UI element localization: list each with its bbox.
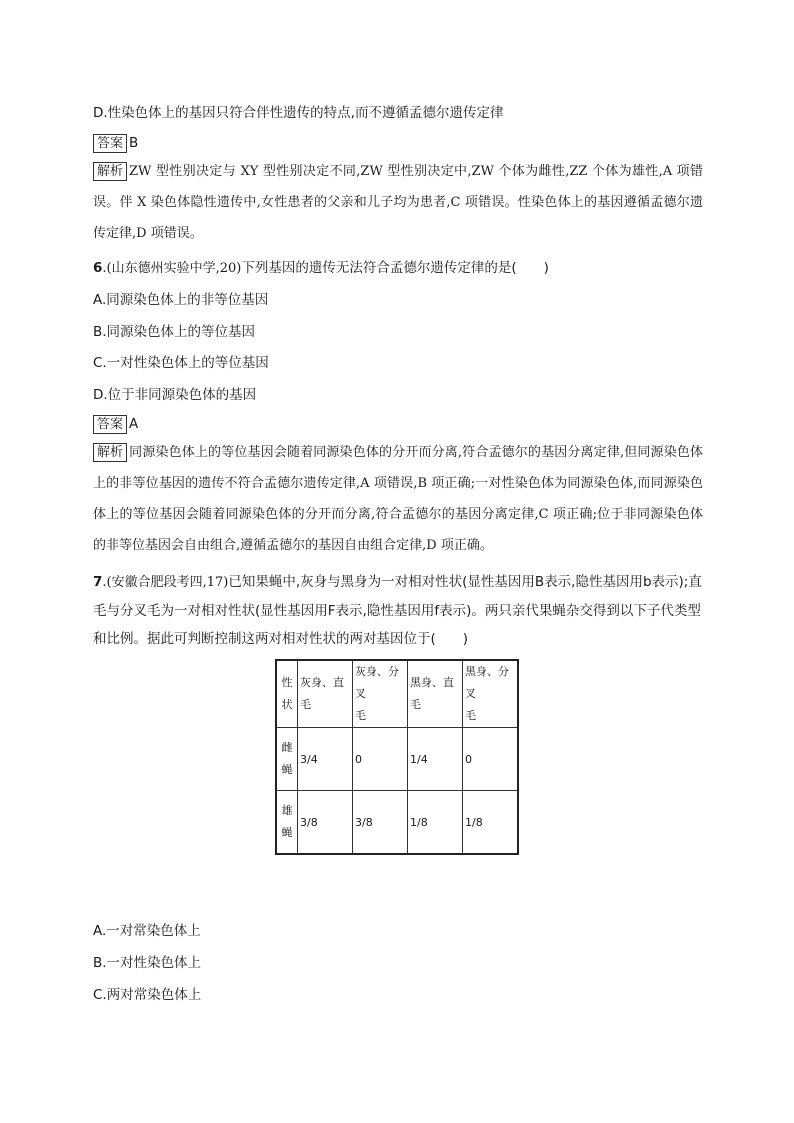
- q6-option-b: B.同源染色体上的等位基因: [93, 324, 256, 340]
- analysis-text: 同源染色体上的等位基因会随着同源染色体的分开而分离,符合孟德尔的基因分离定律,但同源染色体上的非等位基因的遗传不符合孟德尔遗传定律,A 项错误,B 项正确;一对性染色体为同源染色体,而同源染色体上的等位基因会随着同源染色体的分开而分离,符合孟德尔的基因分离定律,C 项正确;位于非同源染色体的非等位基因会自由组合,遵循孟德尔的基因自由组合定律,D 项正确。: [93, 445, 703, 553]
- header-cell: 性 状: [276, 660, 298, 728]
- header-cell: 灰身、直 毛: [298, 660, 353, 728]
- q7-option-c: C.两对常染色体上: [93, 987, 202, 1003]
- table-cell: 1/4: [408, 728, 463, 791]
- question-number: 6: [93, 260, 103, 276]
- answer-tag: 答案: [93, 134, 127, 153]
- row-label: 雌 蝇: [276, 728, 298, 791]
- question-source: .(安徽合肥段考四,17): [102, 575, 229, 590]
- table-cell: 0: [463, 728, 519, 791]
- table-cell: 1/8: [463, 791, 519, 855]
- q5-option-d: D.性染色体上的基因只符合伴性遗传的特点,而不遵循孟德尔遗传定律: [93, 105, 504, 121]
- analysis-text: ZW 型性别决定与 XY 型性别决定不同,ZW 型性别决定中,ZW 个体为雌性,ZZ 个体为雄性,A 项错误。伴 X 染色体隐性遗传中,女性患者的父亲和儿子均为患者,C 项错误。性染色体上的基因遵循孟德尔遗传定律,D 项错误。: [93, 164, 703, 241]
- table-cell: 0: [353, 728, 408, 791]
- table-cell: 1/8: [408, 791, 463, 855]
- q6-stem: [93, 258, 549, 279]
- question-number: 7: [93, 574, 103, 590]
- analysis-tag: 解析: [93, 443, 127, 462]
- question-text: 下列基因的遗传无法符合孟德尔遗传定律的是( ): [241, 260, 549, 276]
- table-row: [276, 728, 518, 791]
- question-text: 已知果蝇中,灰身与黑身为一对相对性状(显性基因用B表示,隐性基因用b表示);直毛与分叉毛为一对相对性状(显性基因用F表示,隐性基因用f表示)。两只亲代果蝇杂交得到以下子代类型和比例。据此可判断控制这两对相对性状的两对基因位于( ): [93, 574, 702, 647]
- q6-answer: [93, 414, 138, 434]
- q6-option-d: D.位于非同源染色体的基因: [93, 387, 257, 403]
- table-cell: 3/4: [298, 728, 353, 791]
- q7-option-a: A.一对常染色体上: [93, 923, 201, 939]
- q5-answer: [93, 133, 138, 153]
- question-source: .(山东德州实验中学,20): [102, 261, 242, 276]
- answer-value: B: [129, 135, 139, 151]
- header-cell: 黑身、分叉 毛: [463, 660, 519, 728]
- q5-analysis: [93, 156, 703, 249]
- table-header-row: [276, 660, 518, 728]
- q7-stem: [93, 568, 705, 653]
- analysis-tag: 解析: [93, 162, 127, 181]
- q6-option-a: A.同源染色体上的非等位基因: [93, 292, 269, 308]
- table-cell: 3/8: [298, 791, 353, 855]
- table-cell: 3/8: [353, 791, 408, 855]
- row-label: 雄 蝇: [276, 791, 298, 855]
- header-cell: 黑身、直 毛: [408, 660, 463, 728]
- q6-analysis: [93, 437, 703, 561]
- answer-tag: 答案: [93, 415, 127, 434]
- table-row: [276, 791, 518, 855]
- answer-value: A: [129, 416, 139, 432]
- q6-option-c: C.一对性染色体上的等位基因: [93, 355, 269, 371]
- trait-ratio-table: [275, 659, 519, 855]
- q7-option-b: B.一对性染色体上: [93, 955, 202, 971]
- header-cell: 灰身、分叉 毛: [353, 660, 408, 728]
